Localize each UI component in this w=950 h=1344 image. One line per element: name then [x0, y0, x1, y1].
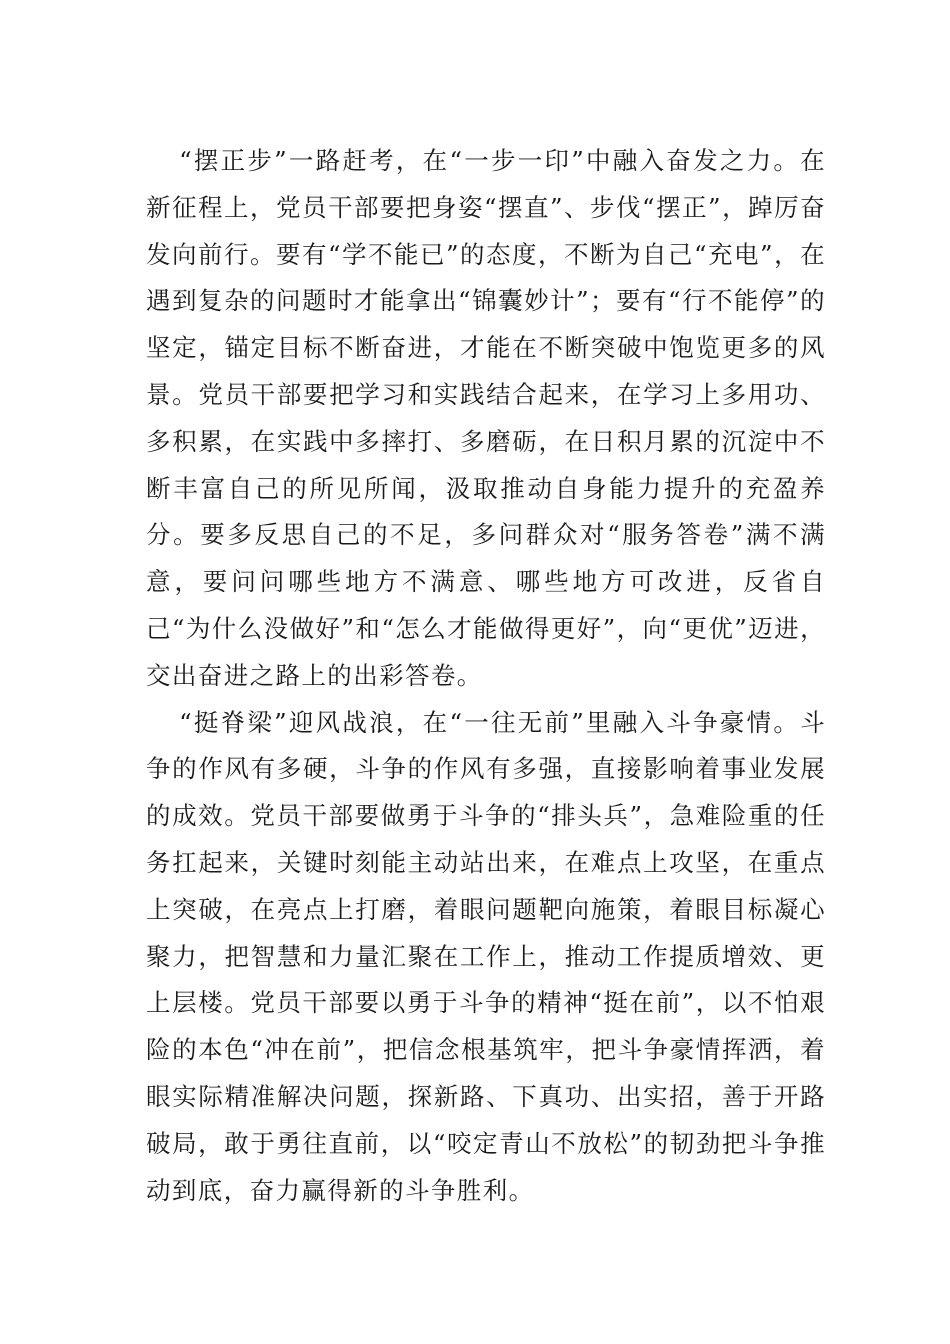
paragraph-2: “挺脊梁”迎风战浪，在“一往无前”里融入斗争豪情。斗争的作风有多硬，斗争的作风有多强，直接影响着事业发展的成效。党员干部要做勇于斗争的“排头兵”，急难险重的任务扛起来，关键时刻能主动站出来，在难点上攻坚，在重点上突破，在亮点上打磨，着眼问题靶向施策，着眼目标凝心聚力，把智慧和力量汇聚在工作上，推动工作提质增效、更上层楼。党员干部要以勇于斗争的精神“挺在前”，以不怕艰险的本色“冲在前”，把信念根基筑牢，把斗争豪情挥洒，着眼实际精准解决问题，探新路、下真功、出实招，善于开路破局，敢于勇往直前，以“咬定青山不放松”的韧劲把斗争推动到底，奋力赢得新的斗争胜利。: [146, 707, 826, 1205]
paragraph-1: “摆正步”一路赶考，在“一步一印”中融入奋发之力。在新征程上，党员干部要把身姿“摆直”、步伐“摆正”，踔厉奋发向前行。要有“学不能已”的态度，不断为自己“充电”，在遇到复杂的问题时才能拿出“锦囊妙计”；要有“行不能停”的坚定，锚定目标不断奋进，才能在不断突破中饱览更多的风景。党员干部要把学习和实践结合起来，在学习上多用功、多积累，在实践中多摔打、多磨砺，在日积月累的沉淀中不断丰富自己的所见所闻，汲取推动自身能力提升的充盈养分。要多反思自己的不足，多问群众对“服务答卷”满不满意，要问问哪些地方不满意、哪些地方可改进，反省自己“为什么没做好”和“怎么才能做得更好”，向“更优”迈进，交出奋进之路上的出彩答卷。: [146, 146, 826, 690]
document-body: [146, 138, 826, 1214]
